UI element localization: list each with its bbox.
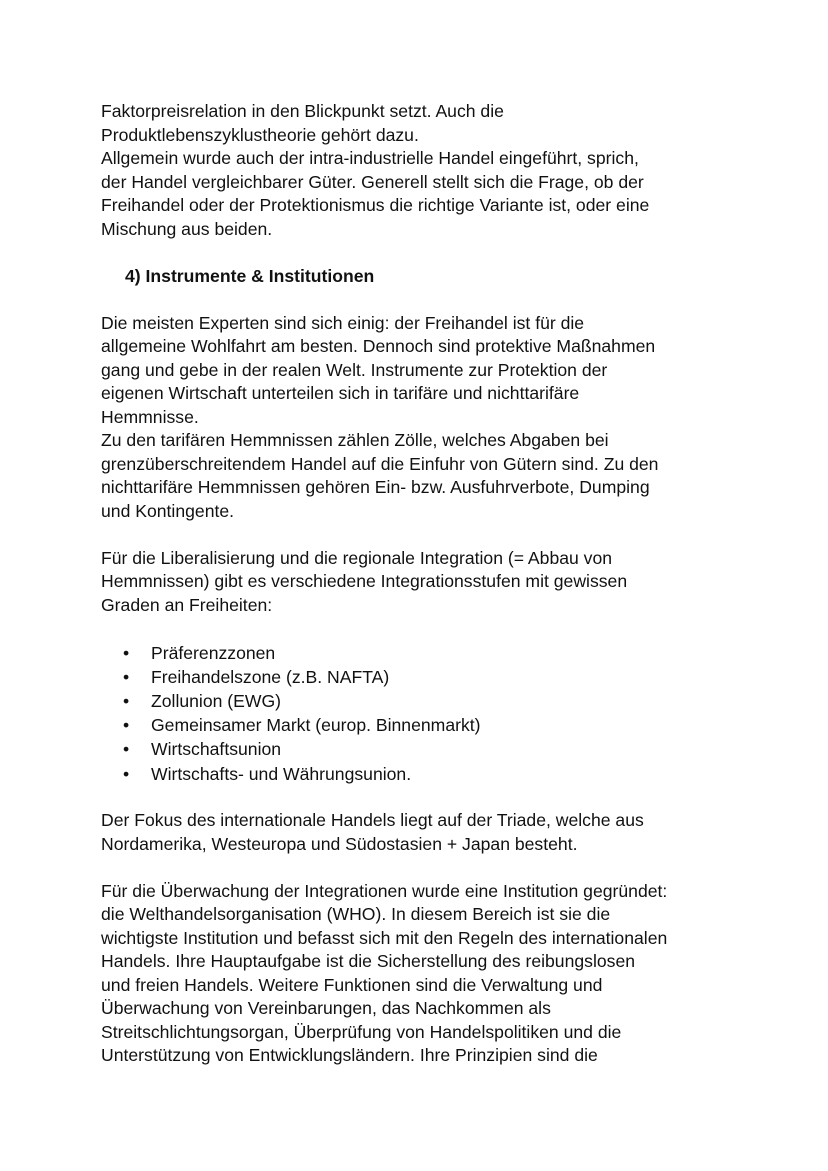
text-line: Freihandel oder der Protektionismus die richtige Variante ist, oder eine [101, 195, 650, 215]
spacer [101, 523, 741, 547]
text-line: Überwachung von Vereinbarungen, das Nachkommen als [101, 998, 551, 1019]
bullet-icon: • [123, 715, 130, 736]
bullet-icon: • [123, 642, 130, 663]
list-item [123, 737, 741, 761]
list-item [123, 689, 741, 713]
triad-paragraph [101, 809, 741, 856]
section-heading: 4) Instrumente & Institutionen [125, 265, 375, 286]
text-line: allgemeine Wohlfahrt am besten. Dennoch sind protektive Maßnahmen [101, 336, 656, 356]
instruments-paragraph [101, 312, 741, 524]
text-line: Für die Überwachung der Integrationen wurde eine Institution gegründet: [101, 880, 668, 901]
text-line: Streitschlichtungsorgan, Überprüfung von Handelspolitiken und die [101, 1021, 622, 1042]
list-item-label: Präferenzzonen [151, 642, 276, 663]
bullet-icon: • [123, 690, 130, 711]
spacer [101, 856, 741, 880]
bullet-icon: • [123, 763, 130, 784]
text-line: Hemmnisse. [101, 406, 199, 427]
liberalization-paragraph [101, 547, 741, 618]
institution-paragraph [101, 880, 741, 1068]
list-item [123, 713, 741, 737]
text-line: Unterstützung von Entwicklungsländern. Ihre Prinzipien sind die [101, 1045, 598, 1066]
text-line: die Welthandelsorganisation (WHO). In diesem Bereich ist sie die [101, 904, 611, 925]
text-line: Handels. Ihre Hauptaufgabe ist die Sicherstellung des reibungslosen [101, 951, 636, 972]
text-line: Für die Liberalisierung und die regionale Integration (= Abbau von [101, 547, 613, 568]
list-item [123, 762, 741, 786]
spacer [101, 288, 741, 312]
text-line: Nordamerika, Westeuropa und Südostasien + Japan besteht. [101, 833, 578, 854]
list-item-label: Zollunion (EWG) [151, 690, 282, 711]
text-line: Produktlebenszyklustheorie gehört dazu. [101, 124, 419, 145]
list-item [123, 641, 741, 665]
text-line: und Kontingente. [101, 500, 235, 521]
text-line: Mischung aus beiden. [101, 218, 273, 239]
spacer [101, 241, 741, 265]
list-item-label: Gemeinsamer Markt (europ. Binnenmarkt) [151, 715, 481, 736]
text-line: wichtigste Institution und befasst sich mit den Regeln des internationalen [101, 927, 668, 948]
text-line: gang und gebe in der realen Welt. Instrumente zur Protektion der [101, 359, 608, 380]
document-page [101, 100, 741, 1068]
text-line: Zu den tarifären Hemmnissen zählen Zölle, welches Abgaben bei [101, 430, 609, 450]
text-line: eigenen Wirtschaft unterteilen sich in tarifäre und nichttarifäre [101, 383, 580, 403]
text-line: Allgemein wurde auch der intra-industrielle Handel eingeführt, sprich, [101, 148, 639, 168]
text-line: Der Fokus des internationale Handels liegt auf der Triade, welche aus [101, 810, 644, 831]
list-item-label: Wirtschaftsunion [151, 739, 282, 760]
text-line: und freien Handels. Weitere Funktionen sind die Verwaltung und [101, 974, 603, 995]
text-line: der Handel vergleichbarer Güter. Generell stellt sich die Frage, ob der [101, 171, 644, 192]
list-item-label: Freihandelszone (z.B. NAFTA) [151, 666, 390, 687]
bullet-icon: • [123, 666, 130, 687]
spacer [101, 617, 741, 641]
text-line: Die meisten Experten sind sich einig: der Freihandel ist für die [101, 312, 585, 333]
bullet-icon: • [123, 739, 130, 760]
list-item [123, 665, 741, 689]
text-line: Hemmnissen) gibt es verschiedene Integrationsstufen mit gewissen [101, 571, 628, 591]
text-line: grenzüberschreitendem Handel auf die Einfuhr von Gütern sind. Zu den [101, 453, 659, 474]
text-line: Graden an Freiheiten: [101, 594, 273, 615]
text-line: nichttarifäre Hemmnissen gehören Ein- bzw. Ausfuhrverbote, Dumping [101, 477, 650, 497]
text-line: Faktorpreisrelation in den Blickpunkt setzt. Auch die [101, 101, 504, 121]
intro-paragraph [101, 100, 741, 241]
integration-stages-list [101, 641, 741, 786]
spacer [101, 786, 741, 810]
list-item-label: Wirtschafts- und Währungsunion. [151, 763, 412, 784]
